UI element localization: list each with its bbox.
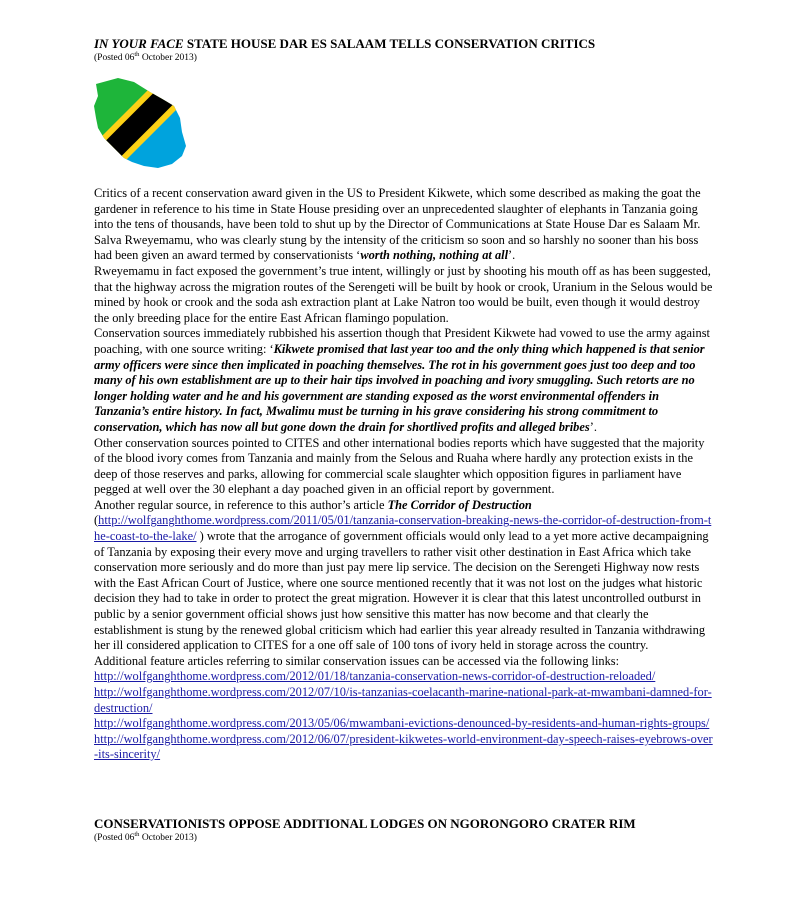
- link-item-3: [94, 716, 714, 732]
- second-posted-date-prefix: (Posted 06: [94, 833, 135, 844]
- paragraph-3-quote: Kikwete promised that last year too and the only thing which happened is that senior army officers were since then implicated in poaching themselves. The rot in his government goes just too deep and too many of his own establishment are up to their hair tips involved in poaching and ivory smuggling. Such retorts are no longer holding water and he and his government are standing exposed as the worst environmental offenders in Tanzania’s entire history. In fact, Mwalimu must be turning in his grave considering his strong commitment to conservation, which has now all but gone down the drain for shortlived profits and alleged bribes: [94, 341, 705, 434]
- paragraph-2: Rweyemamu in fact exposed the government’s true intent, willingly or just by shooting his mouth off as has been suggested, that the highway across the migration routes of the Serengeti will be built by hook or crook, Uranium in the Selous would be mined by hook or crook and the soda ash extraction plant at Lake Natron too would be built, even though it would destroy the only breeding place for the entire East African flamingo population.: [94, 263, 713, 325]
- paragraph-1-quote: worth nothing, nothing at all: [360, 248, 509, 263]
- paragraph-1-end: ’.: [508, 248, 516, 263]
- second-article-headline: CONSERVATIONISTS OPPOSE ADDITIONAL LODGES ON NGORONGORO CRATER RIM: [94, 816, 636, 831]
- corridor-of-destruction-link[interactable]: http://wolfganghthome.wordpress.com/2011/05/01/tanzania-conservation-breaking-news-the-corridor-of-destruction-from-the-coast-to-the-lake/: [94, 513, 712, 544]
- feature-link-3[interactable]: http://wolfganghthome.wordpress.com/2013/05/06/mwambani-evictions-denounced-by-residents-and-human-rights-groups/: [94, 716, 710, 731]
- paragraph-5-text: Another regular source, in reference to this author’s article: [94, 497, 388, 512]
- paragraph-3-end: ’.: [589, 419, 597, 434]
- paragraph-5: [94, 498, 714, 654]
- second-posted-date-suffix: October 2013): [139, 833, 197, 844]
- paragraph-4: Other conservation sources pointed to CITES and other international bodies reports which have suggested that the majority of the blood ivory comes from Tanzania and mainly from the Selous and Ruaha where hardly any protection exists in the deep of those reserves and parks, allowing for commercial scale slaughter which opposition figures in parliament have pegged at well over the 30 elephant a day poached given in an official report by government.: [94, 435, 705, 497]
- paragraph-1: [94, 186, 714, 264]
- feature-link-1[interactable]: http://wolfganghthome.wordpress.com/2012/01/18/tanzania-conservation-news-corridor-of-destruction-reloaded/: [94, 669, 656, 684]
- paragraph-1-text: Critics of a recent conservation award given in the US to President Kikwete, which some described as making the goat the gardener in reference to his time in State House presiding over an unprecedented slaughter of elephants in Tanzania going into the tens of thousands, have been told to shut up by the Director of Communications at State House Dar es Salaam Mr. Salva Rweyemamu, who was clearly stung by the intensity of the criticism so soon and so harshly no sooner than his boss had been given an award termed by conservationists ‘: [94, 186, 701, 263]
- feature-link-4[interactable]: http://wolfganghthome.wordpress.com/2012/06/07/president-kikwetes-world-environment-day-speech-raises-eyebrows-over-its-sincerity/: [94, 731, 713, 762]
- tanzania-flag-map-icon: [90, 72, 190, 172]
- article-headline: [94, 36, 595, 52]
- headline-main-part: STATE HOUSE DAR ES SALAAM TELLS CONSERVATION CRITICS: [183, 36, 596, 51]
- paragraph-3-text: Conservation sources immediately rubbished his assertion though that President Kikwete had vowed to use the army against poaching, with one source writing: ‘: [94, 326, 710, 356]
- posted-date-prefix: (Posted 06: [94, 53, 135, 64]
- second-posted-date-ordinal: th: [134, 831, 140, 838]
- headline-italic-part: IN YOUR FACE: [94, 36, 184, 51]
- posted-date-suffix: October 2013): [139, 53, 197, 64]
- feature-link-2[interactable]: http://wolfganghthome.wordpress.com/2012/07/10/is-tanzanias-coelacanth-marine-national-park-at-mwambani-damned-for-destruction/: [94, 685, 712, 715]
- posted-date-ordinal: th: [134, 51, 140, 58]
- paragraph-3: [94, 326, 714, 435]
- link-item-1: [94, 669, 714, 685]
- posted-date: [94, 51, 197, 63]
- article-title-reference: The Corridor of Destruction: [387, 497, 532, 512]
- link-item-4: [94, 732, 714, 763]
- article-body: [94, 186, 714, 763]
- second-posted-date: [94, 831, 197, 843]
- paragraph-5-rest: ) wrote that the arrogance of government officials would only lead to a yet more active decampaigning of Tanzania by exposing their every move and urging travellers to rather visit other destination in East Africa which take conservation more seriously and do more than just pay mere lip service. The decision on the Serengeti Highway now rests with the East African Court of Justice, where one source mentioned recently that it was not lost on the judges what historic decision they had to take in order to protect the great migration. However it is clear that this latest uncontrolled outburst in public by a senior government official shows just how sensitive this matter has now become and that clearly the establishment is stung by the renewed global criticism which had earlier this year already resulted in Tanzania withdrawing her ill considered application to CITES for a one off sale of 100 tons of ivory held in storage across the country.: [94, 529, 709, 653]
- paragraph-6: Additional feature articles referring to similar conservation issues can be accessed via the following links:: [94, 653, 620, 668]
- paragraph-5-paren: (: [94, 513, 99, 528]
- link-item-2: [94, 685, 714, 716]
